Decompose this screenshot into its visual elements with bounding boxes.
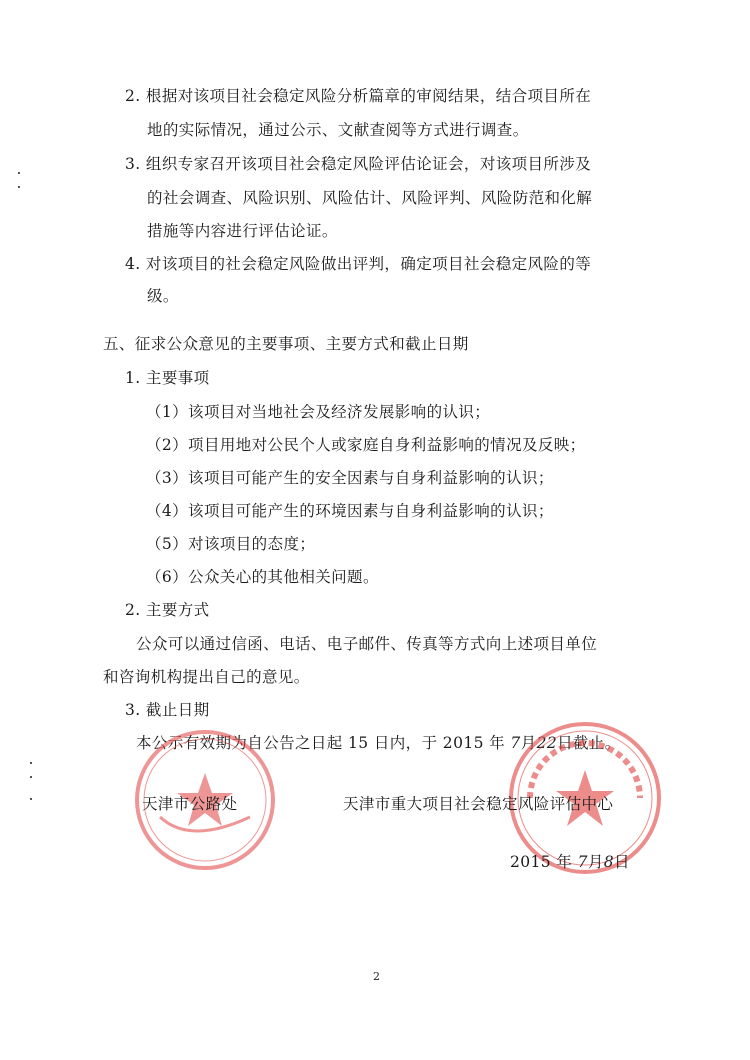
subheading-main-methods: 2. 主要方式: [125, 601, 210, 619]
deadline-prefix: 本公示有效期为自公告之日起 15 日内，于 2015 年: [136, 734, 511, 752]
matter-1: （1）该项目对当地社会及经济发展影响的认识；: [146, 403, 491, 421]
matter-6: （6）公众关心的其他相关问题。: [146, 568, 379, 586]
handwritten-day: 22: [536, 734, 558, 752]
matter-2: （2）项目用地对公民个人或家庭自身利益影响的情况及反映；: [146, 436, 586, 454]
item-4-line-2: 级。: [147, 287, 179, 305]
signatory-road-office: 天津市公路处: [142, 795, 238, 813]
deadline-suffix: 日截止。: [557, 734, 621, 752]
signatory-risk-center: 天津市重大项目社会稳定风险评估中心: [343, 795, 614, 813]
issue-date: [510, 852, 630, 872]
item-3-line-2: 的社会调查、风险识别、风险估计、风险评判、风险防范和化解: [147, 189, 593, 207]
scan-mark: [30, 798, 32, 800]
date-day-char: 日: [614, 853, 630, 871]
date-year: 2015 年: [510, 853, 578, 871]
item-3-line-3: 措施等内容进行评估论证。: [147, 222, 338, 240]
matter-5: （5）对该项目的态度；: [146, 535, 316, 553]
item-2-line-2: 地的实际情况，通过公示、文献查阅等方式进行调查。: [147, 121, 529, 139]
handwritten-month: 7: [510, 734, 521, 752]
date-month-char: 月: [587, 853, 604, 871]
scan-mark: [18, 186, 20, 188]
scan-mark: [30, 762, 32, 764]
date-month: 7: [577, 853, 588, 871]
deadline-month-char: 月: [520, 734, 537, 752]
scan-mark: [18, 172, 20, 174]
subheading-deadline: 3. 截止日期: [125, 701, 210, 719]
subheading-main-matters: 1. 主要事项: [125, 369, 210, 387]
date-day: 8: [603, 853, 615, 871]
matter-4: （4）该项目可能产生的环境因素与自身利益影响的认识；: [146, 502, 554, 520]
page-number: 2: [373, 970, 380, 983]
item-2-line-1: 2. 根据对该项目社会稳定风险分析篇章的审阅结果，结合项目所在: [125, 87, 592, 105]
methods-line-2: 和咨询机构提出自己的意见。: [103, 668, 310, 686]
methods-line-1: 公众可以通过信函、电话、电子邮件、传真等方式向上述项目单位: [136, 635, 598, 653]
scan-mark: [30, 776, 32, 778]
matter-3: （3）该项目可能产生的安全因素与自身利益影响的认识；: [146, 469, 554, 487]
section-heading: 五、征求公众意见的主要事项、主要方式和截止日期: [103, 335, 469, 353]
item-4-line-1: 4. 对该项目的社会稳定风险做出评判，确定项目社会稳定风险的等: [125, 255, 592, 273]
item-3-line-1: 3. 组织专家召开该项目社会稳定风险评估论证会，对该项目所涉及: [125, 155, 592, 173]
